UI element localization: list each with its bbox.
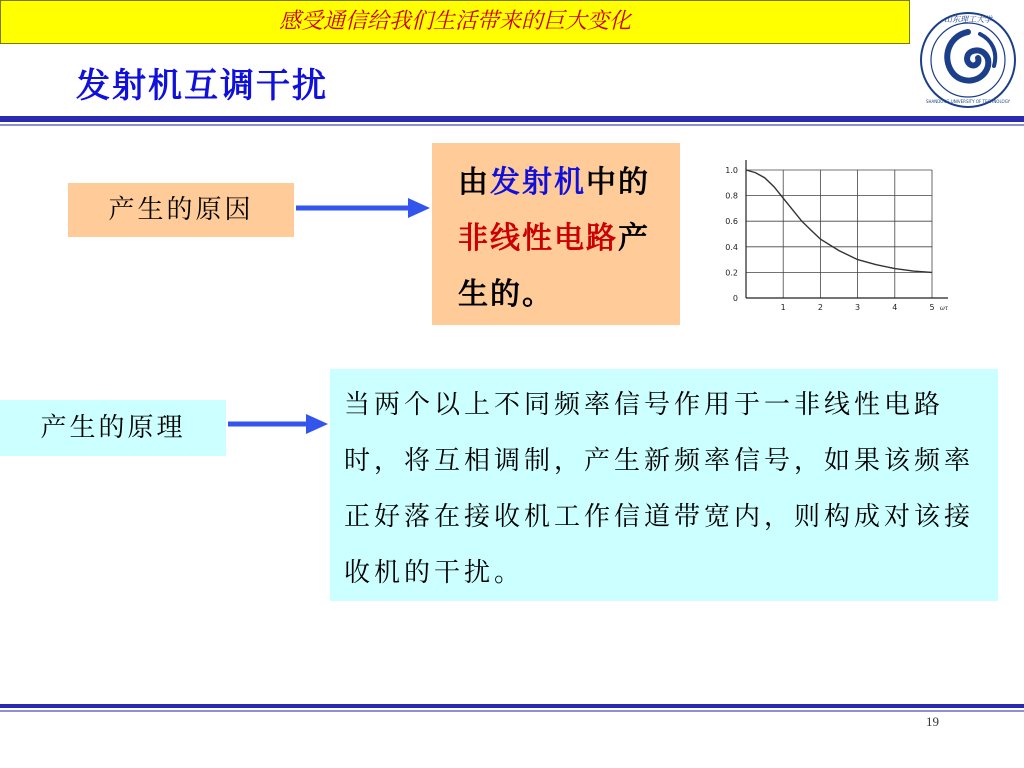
header-banner: 感受通信给我们生活带来的巨大变化	[0, 0, 910, 44]
y-tick-label: 1.0	[725, 166, 738, 175]
decay-chart	[708, 154, 974, 320]
reason-label: 产生的原因	[68, 183, 294, 237]
x-tick-label: 4	[892, 303, 898, 312]
x-tick-label: 5	[929, 303, 935, 312]
reason-answer	[432, 143, 680, 325]
x-tick-label: 3	[855, 303, 861, 312]
x-tick-label: 2	[817, 303, 823, 312]
reason-answer-nonlinear-circuit: 非线性电路	[458, 221, 618, 256]
reason-answer-transmitter: 发射机	[490, 165, 586, 200]
principle-label: 产生的原理	[0, 400, 226, 456]
y-tick-label: 0.8	[725, 191, 738, 201]
university-logo	[918, 10, 1018, 110]
header-rule-thin	[0, 124, 1024, 126]
y-tick-label: 0.4	[725, 242, 738, 252]
y-tick-label: 0.2	[725, 268, 738, 278]
reason-arrow	[296, 196, 432, 220]
x-tick-label: 1	[780, 303, 786, 312]
footer-rule-thin	[0, 710, 1024, 712]
reason-answer-part3: 中的	[586, 165, 650, 200]
header-rule	[0, 116, 1024, 122]
logo-text: 山东理工大学	[944, 15, 992, 24]
reason-answer-part1: 由	[458, 165, 490, 200]
page-number: 19	[926, 714, 939, 729]
footer-rule	[0, 704, 1024, 708]
y-tick-label: 0	[732, 294, 738, 303]
x-axis-label: ωτ	[939, 305, 949, 312]
principle-arrow	[228, 412, 330, 436]
principle-answer: 当两个以上不同频率信号作用于一非线性电路时，将互相调制，产生新频率信号，如果该频率正好落在接收机工作信道带宽内，则构成对该接收机的干扰。	[330, 369, 998, 601]
y-tick-label: 0.6	[725, 217, 738, 227]
reason-answer-part5: 产生的。	[458, 221, 650, 312]
slide-title: 发射机互调干扰	[76, 66, 328, 106]
logo-subtext: SHANDONG UNIVERSITY OF TECHNOLOGY	[925, 99, 1011, 104]
